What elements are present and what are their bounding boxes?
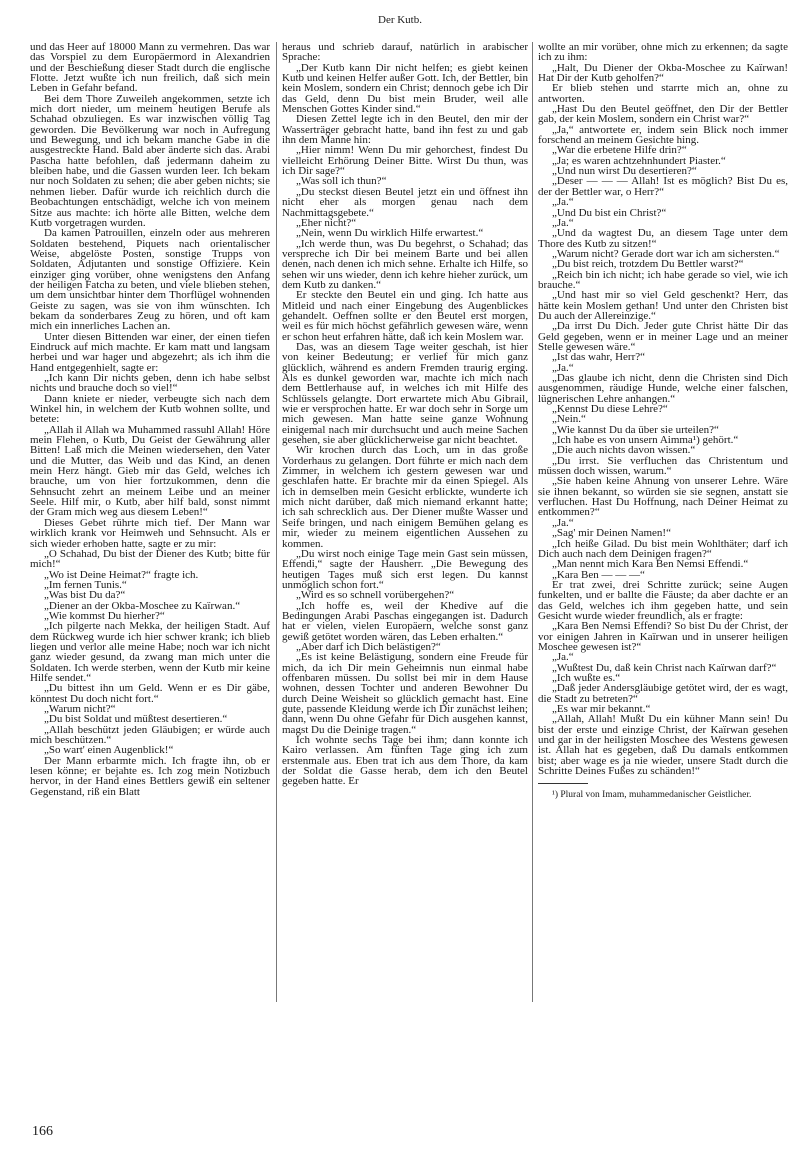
paragraph: „Aber darf ich Dich belästigen?“: [296, 640, 441, 653]
paragraph: „Reich bin ich nicht; ich habe gerade so viel, wie ich brauche.“: [538, 268, 788, 291]
paragraph: „Allah il Allah wa Muhammed rassuhl Allah! Höre mein Flehen, o Kutb, Du Geist der Gewährung aller Bitten! Laß mich die Meinen wiedersehen, den Vater und die Mutter, das Weib und das Kind, an denen mein Herz hängt. Gieb mir das Geld, welches ich brauche, um von hier fortzukommen, denn die Sehnsucht zehrt an meinem Leibe und an meiner Seele. Hilf mir, o Kutb, aber hilf bald, sonst nimmt der Gram mich weg aus diesem Leben!“: [30, 423, 270, 519]
paragraph: „Du bittest ihn um Geld. Wenn er es Dir gäbe, könntest Du doch nicht fort.“: [30, 682, 270, 705]
paragraph: „Wird es so schnell vorübergehen?“: [296, 589, 455, 602]
paragraph: „Wo ist Deine Heimat?“ fragte ich.: [44, 568, 199, 581]
paragraph: „Du irrst. Sie verfluchen das Christentum und müssen doch wissen, warum.“: [538, 454, 788, 478]
column-body: [538, 42, 788, 776]
paragraph: „Ja,“ antwortete er, indem sein Blick noch immer forschend an meinem Gesichte hing.: [538, 123, 788, 147]
paragraph: „Wie kommst Du hierher?“: [44, 609, 165, 622]
paragraph: Unter diesen Bittenden war einer, der einen tiefen Eindruck auf mich machte. Er kam matt und langsam herbei und war hager und abgezehrt; als ich ihm die Hand entgegenhielt, sagte er:: [30, 330, 270, 374]
paragraph: „Ich kann Dir nichts geben, denn ich habe selbst nichts und brauche doch so viel!“: [30, 372, 270, 395]
paragraph: Der Mann erbarmte mich. Ich fragte ihn, ob er lesen könne; er bejahte es. Ich zog mein Notizbuch hervor, in der Hand eines Bettlers gewiß ein seltener Gegenstand, riß ein Blatt: [30, 754, 270, 798]
paragraph: „Ich werde thun, was Du begehrst, o Schahad; das verspreche ich Dir bei meinem Barte und bei allen denen, nach denen ich mich sehne. Erhalte ich Hilfe, so sehen wir uns wieder, denn ich kehre hieher zurück, um dem Kutb zu danken.“: [282, 237, 528, 291]
footnote: ¹) Plural von Imam, muhammedanischer Geistlicher.: [552, 790, 752, 801]
paragraph: „Daß jeder Andersgläubige getötet wird, der es wagt, die Stadt zu betreten?“: [538, 682, 788, 705]
text-column-1: [30, 42, 270, 797]
paragraph: „Und hast mir so viel Geld geschenkt? Herr, das hätte kein Moslem gethan! Und unter den Christen bist Du auch der Allereinzige.“: [538, 289, 788, 322]
paragraph: „Ich pilgerte nach Mekka, der heiligen Stadt. Auf dem Rückweg wurde ich hier schwer krank; ich blieb liegen und verlor alle meine Habe; noch war ich nicht ganz wieder gesund, da zwang man mich unter die Soldaten. Ich werde sterben, wenn der Kutb mir keine Hilfe sendet.“: [30, 620, 270, 684]
paragraph: „Halt, Du Diener der Okba-Moschee zu Kaïrwan! Hat Dir der Kutb geholfen?“: [538, 61, 788, 85]
paragraph: „Ich habe es von unsern Aimma¹) gehört.“: [552, 434, 739, 447]
paragraph: „Und da wagtest Du, an diesem Tage unter dem Thore des Kutb zu sitzen!“: [538, 227, 788, 250]
paragraph: „Ich heiße Gilad. Du bist mein Wohlthäter; darf ich Dich auch nach dem Deinigen fragen?“: [538, 537, 788, 560]
column-divider: [532, 42, 533, 1002]
paragraph: „Ja.“: [552, 216, 574, 229]
paragraph: Er blieb stehen und starrte mich an, ohne zu antworten.: [538, 82, 788, 105]
paragraph: Bei dem Thore Zuweileh angekommen, setzte ich mich dort nieder, um meinem heutigen Berufe als Schahad obzuliegen. Es war inzwischen völlig Tag geworden. Die Bevölkerung war noch in Aufregung und Bewegung, und ich bekam manche Gabe in die ausgestreckte Hand. Bald aber änderte sich das. Arabi Pascha hatte befohlen, daß jedermann daheim zu bleiben habe, und die Gassen wurden leer. Ich bekam nur noch Soldaten zu sehen; die aber geben nichts; sie nehmen lieber. Dafür wurde ich reichlich durch die Beobachtungen entschädigt, welche ich von meinem Sitze aus machte: ich hörte alle Bitten, welche dem Kutb vorgetragen wurden.: [30, 92, 270, 229]
paragraph: „War die erbetene Hilfe drin?“: [552, 144, 687, 157]
paragraph: „Ja; es waren achtzehnhundert Piaster.“: [552, 154, 726, 167]
paragraph: „Nein, wenn Du wirklich Hilfe erwartest.“: [296, 227, 484, 240]
paragraph: und das Heer auf 18000 Mann zu vermehren. Das war das Vorspiel zu dem Europäermord in Alexandrien und der Beschießung dieser Stadt durch die englische Flotte. Jetzt wußte ich nun freilich, daß sich mein Leben in Gefahr befand.: [30, 41, 270, 95]
paragraph: „Kara Ben — — —“: [552, 568, 645, 581]
paragraph: „Du steckst diesen Beutel jetzt ein und öffnest ihn nicht eher als morgen genau nach dem Nachmittagsgebete.“: [282, 185, 528, 219]
text-column-3: [538, 42, 788, 801]
paragraph: „Ja.“: [552, 361, 574, 374]
paragraph: „So wart' einen Augenblick!“: [44, 744, 174, 757]
paragraph: „Warum nicht? Gerade dort war ich am sichersten.“: [552, 247, 780, 260]
paragraph: „Es ist keine Belästigung, sondern eine Freude für mich, da ich Dir mein Geheimnis nun einmal habe offenbaren müssen. Du sollst bei mir in dem Hause wohnen, dessen Tochter und anderen Bewohner Du durch Deine Weisheit so glücklich gemacht hast. Eine gute, passende Kleidung werde ich Dir zunächst leihen; dann, wenn Du ohne Gefahr für Dich ausgehen kannst, magst Du die Deinige tragen.“: [282, 651, 528, 736]
paragraph: „Ja.“: [552, 516, 574, 529]
paragraph: „Du bist reich, trotzdem Du Bettler warst?“: [552, 258, 744, 271]
paragraph: „Nein.“: [552, 413, 586, 426]
paragraph: Diesen Zettel legte ich in den Beutel, den mir der Wasserträger gebracht hatte, band ihn fest zu und gab ihn dem Manne hin:: [282, 113, 528, 147]
paragraph: „Und nun wirst Du desertieren?“: [552, 165, 697, 178]
paragraph: „Was bist Du da?“: [44, 589, 126, 602]
paragraph: „Ist das wahr, Herr?“: [552, 351, 646, 364]
paragraph: „Das glaube ich nicht, denn die Christen sind Dich ausgenommen, räudige Hunde, welche einer falschen, lügnerischen Lehre anhangen.“: [538, 372, 788, 405]
paragraph: „Hier nimm! Wenn Du mir gehorchest, findest Du vielleicht Erhörung Deiner Bitte. Wirst Du thun, was ich Dir sage?“: [282, 144, 528, 178]
paragraph: „Da irrst Du Dich. Jeder gute Christ hätte Dir das Geld gegeben, wenn er in meiner Lage und an meiner Stelle gewesen wäre.“: [538, 320, 788, 353]
paragraph: „Ich wußte es.“: [552, 671, 621, 684]
paragraph: „Du wirst noch einige Tage mein Gast sein müssen, Effendi,“ sagte der Hausherr. „Die Bewegung des heutigen Tages muß sich erst legen. Du kannst unmöglich schon fort.“: [282, 547, 528, 591]
paragraph: „Du bist Soldat und müßtest desertieren.“: [44, 713, 228, 726]
paragraph: „Ja.“: [552, 196, 574, 209]
column-divider: [276, 42, 277, 1002]
paragraph: „Der Kutb kann Dir nicht helfen; es giebt keinen Kutb und keinen Helfer außer Gott. Ich, der Bettler, bin kein Moslem, sondern ein Christ; dennoch gebe ich Dir das Geld, denn Du bist mein Bruder, weil alle Menschen Gottes Kinder sind.“: [282, 61, 528, 116]
paragraph: „Und Du bist ein Christ?“: [552, 206, 667, 219]
paragraph: „Allah beschützt jeden Gläubigen; er würde auch mich beschützen.“: [30, 723, 270, 747]
paragraph: Wir krochen durch das Loch, um in das große Vorderhaus zu gelangen. Dort führte er mich nach dem Zimmer, in welchem ich gestern gewesen war und geschlafen hatte. Er brachte mir da einen Spiegel. Als ich in demselben mein Gesicht erblickte, wunderte ich mich nicht darüber, daß mich niemand erkannt hatte; ich sah schrecklich aus. Der Diener mußte Wasser und Seife bringen, und nach einigem Bemühen gelang es mir, wieder zu meinem eigentlichen Aussehen zu kommen.: [282, 444, 528, 550]
paragraph: „Eher nicht?“: [296, 216, 357, 229]
paragraph: „Im fernen Tunis.“: [44, 578, 127, 591]
paragraph: „Wie kannst Du da über sie urteilen?“: [552, 423, 719, 436]
paragraph: „Sie haben keine Ahnung von unserer Lehre. Wäre sie ihnen bekannt, so würden sie sie segnen, anstatt sie verfluchen. Hast Du Hoffnung, nach Deiner Heimat zu entkommen?“: [538, 475, 788, 519]
paragraph: „Allah, Allah! Mußt Du ein kühner Mann sein! Du bist der erste und einzige Christ, der Kaïrwan gesehen und gar in der heiligsten Moschee des Westens gewesen ist. Allah hat es gegeben, daß Du damals entkommen bist; aber wage es ja nie wieder, unsere Stadt durch die Schritte Deines Fußes zu schänden!“: [538, 713, 788, 778]
paragraph: „Warum nicht?“: [44, 703, 116, 715]
page-number: 166: [32, 1124, 53, 1139]
paragraph: „Kara Ben Nemsi Effendi? So bist Du der Christ, der vor einigen Jahren in Kaïrwan und in unserer heiligen Moschee gewesen ist?“: [538, 620, 788, 653]
paragraph: „Ich hoffe es, weil der Khedive auf die Bedingungen Arabi Paschas eingegangen ist. Dadurch hat er vielen, vielen Europäern, welche sonst ganz gewiß getötet worden wären, das Leben erhalten.“: [282, 599, 528, 643]
paragraph: „Wußtest Du, daß kein Christ nach Kaïrwan darf?“: [552, 661, 777, 674]
paragraph: „Deser — — — Allah! Ist es möglich? Bist Du es, der der Bettler war, o Herr?“: [538, 175, 788, 198]
paragraph: „Sag' mir Deinen Namen!“: [552, 527, 671, 540]
paragraph: Er trat zwei, drei Schritte zurück; seine Augen funkelten, und er ballte die Fäuste; da aber dachte er an das Geld, welches ich ihm gegeben hatte, und sein Gesicht wurde wieder freundlich, als er fragte:: [538, 578, 788, 622]
paragraph: „Es war mir bekannt.“: [552, 703, 651, 715]
paragraph: „Man nennt mich Kara Ben Nemsi Effendi.“: [552, 558, 749, 571]
paragraph: „Hast Du den Beutel geöffnet, den Dir der Bettler gab, der kein Moslem, sondern ein Christ war?“: [538, 103, 788, 126]
running-title: Der Kutb.: [378, 14, 422, 26]
paragraph: heraus und schrieb darauf, natürlich in arabischer Sprache:: [282, 41, 528, 64]
paragraph: Dann kniete er nieder, verbeugte sich nach dem Winkel hin, in welchem der Kutb wohnen sollte, und betete:: [30, 392, 270, 426]
paragraph: „Ja.“: [552, 651, 574, 664]
paragraph: wollte an mir vorüber, ohne mich zu erkennen; da sagte ich zu ihm:: [538, 41, 788, 64]
paragraph: Da kamen Patrouillen, einzeln oder aus mehreren Soldaten bestehend, Piquets nach orientalischer Weise, abgelöste Posten, sonstige Trupps von Soldaten, Adjutanten und sonstige Offiziere. Kein einziger ging vorüber, ohne wenigstens den Anfang der heiligen Fatcha zu beten, und viele blieben stehen, um dem unsichtbar hinter dem Thorflügel wohnenden Geiste zu sagen, was sie von ihm wünschten. Ich bekam da sonderbares Zeug zu hören, und oft kam mich ein innerliches Lachen an.: [30, 227, 270, 333]
paragraph: „O Schahad, Du bist der Diener des Kutb; bitte für mich!“: [30, 547, 270, 571]
paragraph: Dieses Gebet rührte mich tief. Der Mann war wirklich krank vor Heimweh und Sehnsucht. Als er sich wieder erhoben hatte, sagte er zu mir:: [30, 516, 270, 550]
paragraph: „Kennst Du diese Lehre?“: [552, 403, 668, 416]
footnote-rule: [538, 783, 588, 784]
text-column-2: [282, 42, 528, 787]
paragraph: „Was soll ich thun?“: [296, 175, 387, 188]
paragraph: Er steckte den Beutel ein und ging. Ich hatte aus Mitleid und nach einer Eingebung des Augenblickes gehandelt. Oeffnen sollte er den Beutel erst morgen, weil es für mich höchst gefährlich gewesen wäre, wenn er schon heut erfahren hätte, daß ich kein Moslem war.: [282, 289, 528, 343]
paragraph: Das, was an diesem Tage weiter geschah, ist hier von keiner Bedeutung; er verlief für mich ganz glücklich, während es andern Fremden traurig erging. Als es dunkel geworden war, machte ich mich nach dem Bettlerhause auf, in welches ich mit Hilfe des Schlüssels gelangte. Dort erwartete mich Abu Gibrail, wie er versprochen hatte. Er war doch sehr in Sorge um mich gewesen. Man hatte seine ganze Wohnung einigemal nach mir durchsucht und auch meine Sachen gesehen, sie aber glücklicherweise gar nicht beachtet.: [282, 340, 528, 447]
paragraph: Ich wohnte sechs Tage bei ihm; dann konnte ich Kairo verlassen. Am fünften Tage ging ich zum erstenmale aus. Eben trat ich aus dem Thore, da kam der Soldat die Gasse herab, dem ich den Beutel gegeben hatte. Er: [282, 734, 528, 788]
paragraph: „Diener an der Okba-Moschee zu Kaïrwan.“: [44, 599, 241, 612]
paragraph: „Die auch nichts davon wissen.“: [552, 444, 696, 457]
